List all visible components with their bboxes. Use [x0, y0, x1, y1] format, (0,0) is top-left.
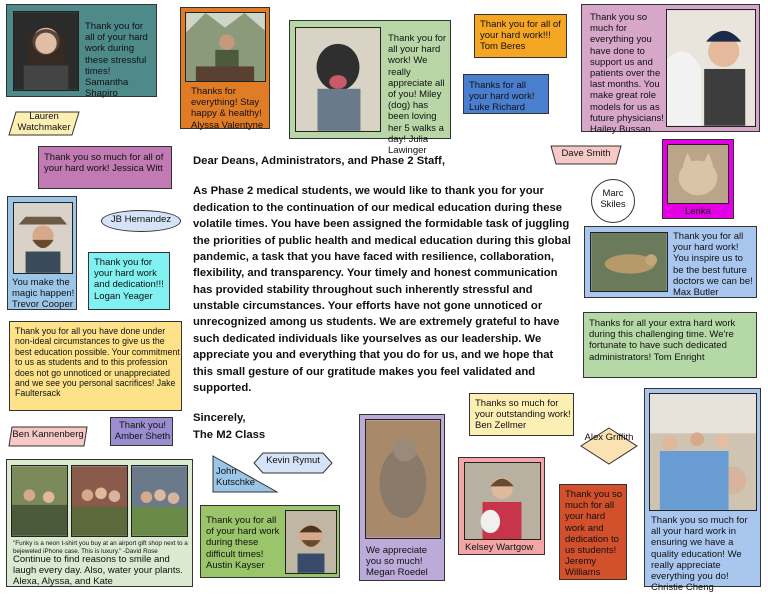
- note-text: You make the magic happen! Trevor Cooper: [12, 277, 75, 311]
- note-tom-beres: [474, 14, 567, 58]
- letter-signature: The M2 Class: [193, 428, 266, 441]
- note-max: [584, 226, 757, 298]
- photo-hailey: [666, 9, 756, 127]
- note-jessica: [38, 146, 172, 189]
- photo-julia-dog: [295, 27, 381, 132]
- note-austin: [200, 505, 340, 578]
- shape-jb: [101, 210, 181, 232]
- note-text: Thank you so much for all of your hard work! Jessica Witt: [44, 152, 164, 175]
- photo-austin: [285, 510, 337, 574]
- note-samantha: [6, 4, 157, 100]
- note-text: Lenka: [685, 206, 711, 217]
- note-text: Thank you for all your hard work! You inspire us to be the best future doctors we can be! Max Butler: [673, 231, 753, 299]
- note-text: Thank you for your hard work and dedication!!! Logan Yeager: [94, 257, 164, 302]
- shape-marc: [591, 179, 635, 223]
- note-text: Thank you for all of your hard work during these difficult times! Austin Kayser: [206, 515, 280, 571]
- note-julia: [289, 20, 451, 157]
- shape-lauren: [8, 111, 80, 136]
- photo-alyssa: [185, 12, 266, 82]
- note-luke: [463, 74, 549, 114]
- note-text: Thank you for all your hard work! We really appreciate all of you! Miley (dog) has been loving her 5 walks a day! Julia Lawinger: [388, 33, 447, 157]
- note-quote: "Funky is a neon t-shirt you buy at an airport gift shop next to a bejeweled iPhone case. This is luxury." -David Rose: [13, 540, 188, 555]
- photo-max-lizard: [590, 232, 668, 292]
- note-christie: [644, 388, 761, 594]
- photo-lenka-cat: [667, 144, 729, 204]
- photo-samantha: [13, 11, 79, 91]
- note-text: Thank you! Amber Sheth: [114, 420, 171, 443]
- photo-megan-cat: [365, 419, 441, 539]
- shape-text: Alex Griffith: [584, 432, 634, 443]
- note-text: Thank you for all you have done under non-ideal circumstances to give us the best education possible. Your commitment to us as students and to this profession does not go unnoticed or unappreciated and we see you personal sacrifices! Jake Faultersack: [15, 326, 180, 399]
- note-alexa: [6, 459, 193, 587]
- letter-body: As Phase 2 medical students, we would like to thank you for your dedication to the continuation of our medical education during these volatile times. You have been assigned the formidable task of juggling the priorities of public health and medical education during this global pandemic, a task that you have faced with resilience, collaboration, flexibility, and transparency. Your timely and honest communication has provided stability throughout such inherently stressful and unstable circumstances. Your efforts have not gone unnoticed or unrecognized among us students. We are extremely grateful to have such dedicated individuals like yourselves as our leadership. We appreciate you and everything that you do for us, and we hope that this small gesture of our gratitude makes you feel validated and supported.: [193, 185, 571, 394]
- note-lenka: [662, 139, 734, 219]
- letter-greeting: Dear Deans, Administrators, and Phase 2 Staff,: [193, 155, 445, 167]
- note-jake: [9, 321, 182, 411]
- photo-alexa-3: [131, 465, 188, 537]
- photo-alexa-1: [11, 465, 68, 537]
- note-text: Thanks for all your extra hard work during this challenging time. We're fortunate to have such dedicated administrators! Tom Enright: [589, 318, 736, 363]
- shape-text: Lauren Watchmaker: [17, 111, 71, 133]
- shape-john: [212, 455, 278, 493]
- note-text: Thanks so much for your outstanding work! Ben Zellmer: [475, 398, 571, 432]
- note-text: Thank you so much for all your hard work in ensuring we have a quality education! We really appreciate everything you do! Christie Cheng: [651, 515, 748, 594]
- photo-kelsey: [464, 462, 541, 540]
- note-text: Thanks for everything! Stay happy & healthy! Alyssa Valentyne: [191, 86, 264, 131]
- note-text: Continue to find reasons to smile and laugh every day. Also, water your plants. Alexa, Alyssa, and Kate: [13, 554, 183, 588]
- note-megan: [359, 414, 445, 581]
- note-hailey: [581, 4, 760, 136]
- shape-ben-k: [8, 426, 88, 447]
- shape-text: Dave Smith: [561, 148, 611, 159]
- note-text: Thank you for all of your hard work!!! Tom Beres: [480, 19, 561, 53]
- photo-alexa-2: [71, 465, 128, 537]
- shape-alex: [580, 427, 638, 465]
- shape-text: Ben Kannenberg: [12, 429, 84, 440]
- note-ben-zellmer: [469, 393, 574, 436]
- note-text: We appreciate you so much! Megan Roedel: [366, 545, 428, 579]
- note-text: Kelsey Wartgow: [465, 542, 534, 553]
- note-jeremy: [559, 484, 627, 580]
- photo-christie-group: [649, 393, 757, 511]
- note-trevor: [7, 196, 77, 310]
- note-amber: [110, 417, 173, 446]
- photo-trevor: [13, 202, 73, 274]
- letter-closing: Sincerely,: [193, 412, 246, 425]
- shape-text: Kevin Rymut: [266, 455, 320, 466]
- note-text: Thanks for all your hard work! Luke Richard: [469, 80, 535, 114]
- note-text: Thank you for all of your hard work during these stressful times! Samantha Shapiro: [85, 21, 148, 100]
- note-logan: [88, 252, 170, 310]
- shape-text: Marc Skiles: [600, 188, 626, 210]
- note-text: Thank you so much for everything you have done to support us and patients over the last months. You make great role models for us as future physicians! Hailey Bussan: [590, 12, 664, 136]
- shape-text: John Kutschke: [216, 466, 256, 488]
- note-tom-enright: [583, 312, 757, 378]
- note-alyssa: [180, 7, 270, 129]
- note-kelsey: [458, 457, 545, 555]
- note-text: Thank you so much for all your hard work and dedication to us students! Jeremy Williams: [565, 489, 623, 579]
- shape-text: JB Hernandez: [110, 214, 172, 225]
